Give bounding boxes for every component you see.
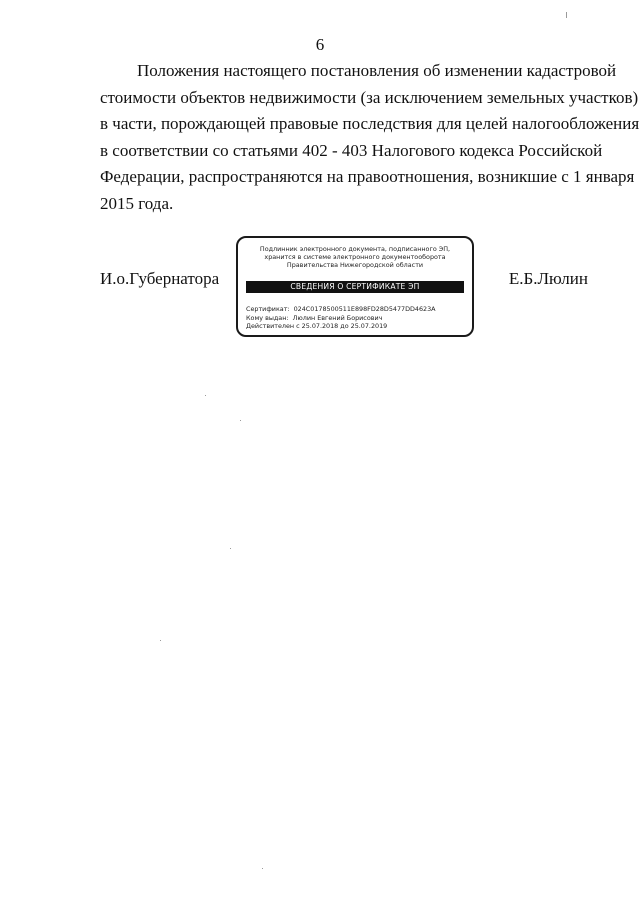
issued-to-label: Кому выдан: [246, 313, 289, 322]
stamp-header [242, 245, 468, 269]
stamp-details [246, 305, 468, 331]
scan-noise [160, 640, 161, 641]
stamp-header-line: Подлинник электронного документа, подписанного ЭП, [259, 245, 451, 253]
scan-noise [230, 548, 231, 549]
paragraph-line: в части, порождающей правовые последствия для целей налогообложения [100, 114, 640, 133]
paragraph-line: Федерации, распространяются на правоотношения, возникшие с 1 января [100, 167, 635, 186]
signer-name: Е.Б.Люлин [508, 269, 588, 288]
stamp-banner: СВЕДЕНИЯ О СЕРТИФИКАТЕ ЭП [246, 281, 464, 293]
validity-text: Действителен с 25.07.2018 до 25.07.2019 [246, 322, 388, 330]
paragraph-line: Положения настоящего постановления об изменении кадастровой [137, 61, 617, 80]
issued-to-value: Люлин Евгений Борисович [292, 313, 383, 322]
stamp-header-line: хранится в системе электронного документооборота [264, 253, 446, 261]
stamp-header-line: Правительства Нижегородской области [286, 261, 424, 269]
scan-noise [262, 868, 263, 869]
paragraph-line: 2015 года. [100, 193, 174, 213]
scan-noise [240, 420, 241, 421]
scan-noise [566, 12, 567, 18]
scan-noise [205, 395, 206, 396]
signer-title: И.о.Губернатора [100, 269, 220, 288]
certificate-value: 024C0178500511E898FD28D5477DD4623A [293, 305, 436, 313]
issued-to-row [246, 314, 468, 323]
validity-row [246, 322, 468, 331]
page-number: 6 [315, 35, 325, 54]
certificate-row [246, 305, 468, 314]
electronic-signature-stamp [236, 236, 474, 337]
body-paragraph [100, 58, 640, 217]
paragraph-line: в соответствии со статьями 402 - 403 Налогового кодекса Российской [100, 140, 603, 160]
certificate-label: Сертификат: [246, 305, 290, 313]
paragraph-line: стоимости объектов недвижимости (за исключением земельных участков) [100, 87, 639, 107]
